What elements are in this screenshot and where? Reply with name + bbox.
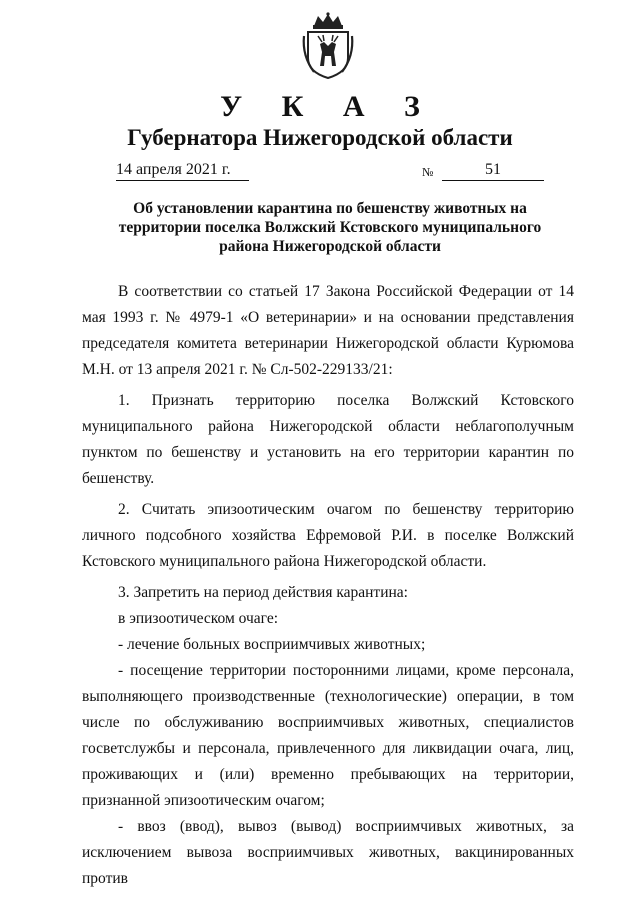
coat-of-arms-icon <box>300 12 356 80</box>
preamble-paragraph: В соответствии со статьей 17 Закона Российской Федерации от 14 мая 1993 г. № 4979-1 «О ветеринарии» и на основании представления председателя комитета ветеринарии Нижегородской области Курюмова М.Н. от 13 апреля 2021 г. № Сл-502-229133/21: <box>82 283 574 378</box>
decree-body <box>82 279 574 892</box>
list-item: - лечение больных восприимчивых животных; <box>118 636 426 653</box>
decree-date: 14 апреля 2021 г. <box>116 160 249 181</box>
document-type-title: У К А З <box>220 90 436 123</box>
decree-number: 51 <box>442 160 544 181</box>
clause-1: 1. Признать территорию поселка Волжский Кстовского муниципального района Нижегородской области неблагополучным пунктом по бешенству и установить на его территории карантин по бешенству. <box>82 392 574 487</box>
list-item: - посещение территории посторонними лицами, кроме персонала, выполняющего производственные (технологические) операции, в том числе по обслуживанию восприимчивых животных, специалистов госветслужбы и персонала, привлеченного для ликвидации очага, лиц, проживающих и (или) временно пребывающих на территории, признанной эпизоотическим очагом; <box>82 662 574 809</box>
number-sign: № <box>422 165 434 179</box>
clause-3-scope: в эпизоотическом очаге: <box>118 610 279 627</box>
decree-subject: Об установлении карантина по бешенству животных на территории поселка Волжский Кстовского муниципального района Нижегородской области <box>118 200 542 255</box>
issuer-heading: Губернатора Нижегородской области <box>127 125 513 150</box>
clause-3: 3. Запретить на период действия карантина: <box>118 584 408 601</box>
clause-2: 2. Считать эпизоотическим очагом по бешенству территорию личного подсобного хозяйства Ефремовой Р.И. в поселке Волжский Кстовского муниципального района Нижегородской области. <box>82 501 574 570</box>
list-item: - ввоз (ввод), вывоз (вывод) восприимчивых животных, за исключением вывоза восприимчивых животных, вакцинированных против <box>82 818 574 887</box>
